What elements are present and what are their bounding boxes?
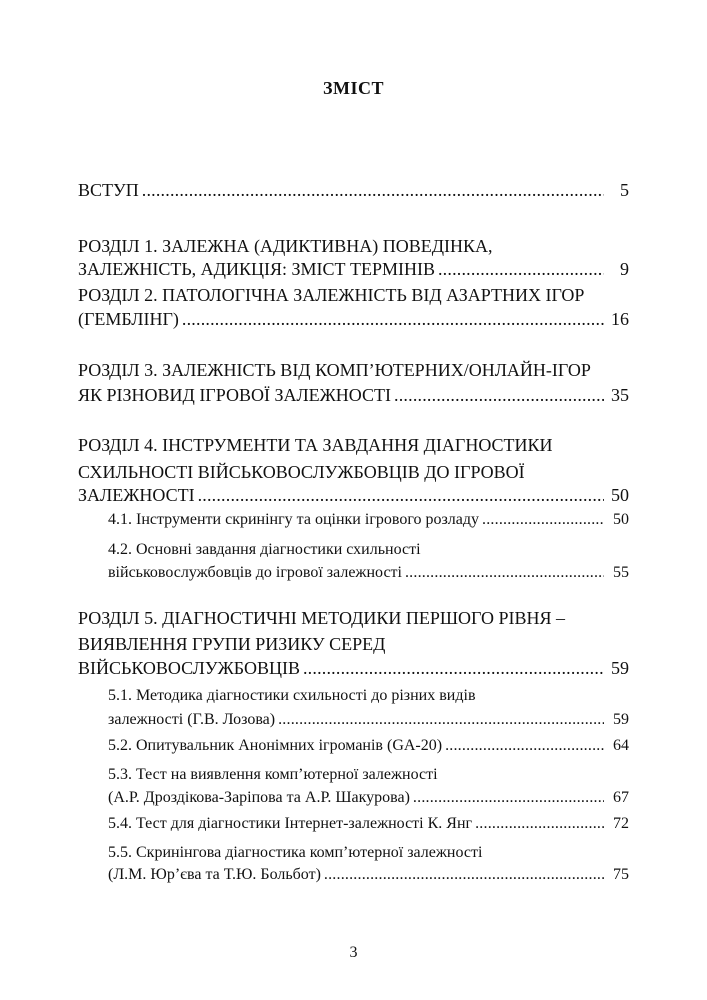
toc-page-number: 75 [613, 866, 629, 883]
toc-entry-s5-1 [108, 711, 629, 729]
toc-entry-s1 [78, 259, 629, 280]
toc-entry-s1-line1: РОЗДІЛ 1. ЗАЛЕЖНА (АДИКТИВНА) ПОВЕДІНКА, [78, 236, 493, 256]
toc-page-number: 64 [613, 737, 629, 754]
toc-leader [445, 737, 604, 755]
page-title: ЗМІСТ [323, 78, 384, 98]
toc-entry-intro [78, 180, 629, 201]
toc-entry-s5-3-line1: 5.3. Тест на виявлення комп’ютерної залежності [108, 766, 438, 783]
toc-page-number: 55 [613, 564, 629, 581]
toc-page-number: 16 [611, 309, 629, 329]
toc-label: ВСТУП [78, 180, 139, 200]
toc-label: ЗАЛЕЖНОСТІ [78, 485, 195, 505]
toc-label: залежності (Г.В. Лозова) [108, 711, 276, 728]
toc-label: (ГЕМБЛІНГ) [78, 309, 179, 329]
toc-entry-s4-2 [108, 564, 629, 582]
toc-leader [405, 564, 604, 582]
toc-leader [438, 259, 604, 280]
toc-leader [278, 711, 604, 729]
toc-entry-s5-3 [108, 789, 629, 807]
toc-entry-s3-line1: РОЗДІЛ 3. ЗАЛЕЖНІСТЬ ВІД КОМП’ЮТЕРНИХ/ОНЛАЙН-ІГОР [78, 360, 591, 380]
page-number: 3 [349, 944, 358, 961]
toc-entry-s5-5 [108, 866, 629, 884]
toc-label: ЯК РІЗНОВИД ІГРОВОЇ ЗАЛЕЖНОСТІ [78, 385, 392, 405]
toc-leader [475, 815, 604, 833]
toc-page-number: 67 [613, 789, 629, 806]
toc-leader [324, 866, 604, 884]
toc-label: 5.4. Тест для діагностики Інтернет-залежності К. Янг [108, 815, 473, 832]
toc-page-number: 35 [611, 385, 629, 405]
toc-entry-s2 [78, 309, 629, 330]
toc-leader [394, 385, 604, 406]
toc-page-number: 9 [620, 259, 629, 279]
toc-page-number: 50 [611, 485, 629, 505]
toc-entry-s5-1-line1: 5.1. Методика діагностики схильності до різних видів [108, 687, 476, 704]
toc-entry-s5-4 [108, 815, 629, 833]
toc-entry-s5-2 [108, 737, 629, 755]
toc-leader [303, 658, 604, 679]
toc-leader [198, 485, 604, 506]
toc-leader [142, 180, 604, 201]
toc-leader [482, 511, 604, 529]
toc-entry-s5-5-line1: 5.5. Скринінгова діагностика комп’ютерної залежності [108, 844, 483, 861]
toc-entry-s3 [78, 385, 629, 406]
toc-label: ВІЙСЬКОВОСЛУЖБОВЦІВ [78, 658, 300, 678]
toc-page-number: 50 [613, 511, 629, 528]
toc-label: 5.2. Опитувальник Анонімних ігроманів (GA-20) [108, 737, 443, 754]
toc-leader [413, 789, 604, 807]
toc-entry-s5 [78, 658, 629, 679]
toc-entry-s4-line2: СХИЛЬНОСТІ ВІЙСЬКОВОСЛУЖБОВЦІВ ДО ІГРОВОЇ [78, 462, 525, 482]
toc-label: ЗАЛЕЖНІСТЬ, АДИКЦІЯ: ЗМІСТ ТЕРМІНІВ [78, 259, 435, 279]
toc-entry-s4-1 [108, 511, 629, 529]
toc-label: військовослужбовців до ігрової залежності [108, 564, 402, 581]
toc-page-number: 5 [620, 180, 629, 200]
toc-entry-s4-line1: РОЗДІЛ 4. ІНСТРУМЕНТИ ТА ЗАВДАННЯ ДІАГНОСТИКИ [78, 435, 553, 455]
toc-entry-s4 [78, 485, 629, 506]
toc-label: 4.1. Інструменти скринінгу та оцінки ігрового розладу [108, 511, 480, 528]
toc-label: (А.Р. Дроздікова-Зарiпова та А.Р. Шакурова) [108, 789, 410, 806]
toc-leader [182, 309, 604, 330]
toc-label: (Л.М. Юр’єва та Т.Ю. Больбот) [108, 866, 321, 883]
toc-entry-s5-line1: РОЗДІЛ 5. ДІАГНОСТИЧНІ МЕТОДИКИ ПЕРШОГО РІВНЯ – [78, 608, 565, 628]
toc-entry-s2-line1: РОЗДІЛ 2. ПАТОЛОГІЧНА ЗАЛЕЖНІСТЬ ВІД АЗАРТНИХ ІГОР [78, 285, 585, 305]
toc-entry-s5-line2: ВИЯВЛЕННЯ ГРУПИ РИЗИКУ СЕРЕД [78, 634, 386, 654]
toc-page-number: 59 [611, 658, 629, 678]
toc-page-number: 72 [613, 815, 629, 832]
toc-entry-s4-2-line1: 4.2. Основні завдання діагностики схильності [108, 541, 421, 558]
toc-page-number: 59 [613, 711, 629, 728]
